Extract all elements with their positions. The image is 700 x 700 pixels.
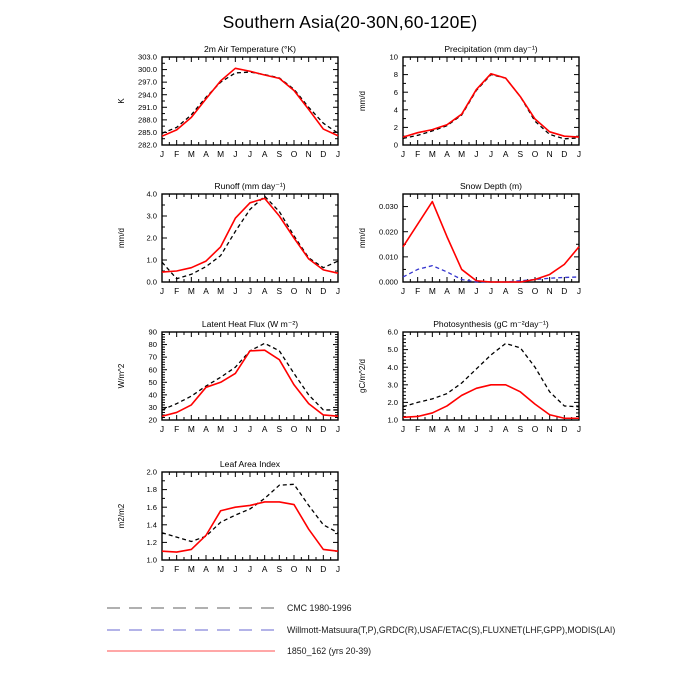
series-line-model xyxy=(403,385,579,418)
series-line-obs xyxy=(162,196,338,279)
x-tick-label: A xyxy=(444,286,450,296)
chart-precipitation xyxy=(358,44,581,159)
chart-photosynthesis xyxy=(358,319,581,434)
axis-title: Snow Depth (m) xyxy=(459,181,523,191)
x-tick-label: N xyxy=(546,149,553,159)
x-tick-label: D xyxy=(320,424,327,434)
axis-box xyxy=(403,332,579,420)
y-tick-label: 1.4 xyxy=(146,520,157,530)
series-line-model xyxy=(162,68,338,136)
x-tick-label: S xyxy=(276,286,283,296)
y-tick-label: 70 xyxy=(148,352,157,362)
series-line-model xyxy=(162,350,338,416)
x-tick-label: A xyxy=(203,286,209,296)
y-tick-label: 1.8 xyxy=(146,485,157,495)
legend-line-sample-solid-red xyxy=(105,647,277,655)
x-tick-label: M xyxy=(187,286,195,296)
y-tick-label: 1.0 xyxy=(387,415,398,425)
x-tick-label: F xyxy=(174,564,180,574)
y-axis-label: W/m^2 xyxy=(117,363,126,389)
y-tick-label: 2 xyxy=(393,123,398,132)
x-tick-label: A xyxy=(444,424,450,434)
x-tick-label: M xyxy=(458,424,466,434)
x-tick-label: A xyxy=(203,564,209,574)
legend-label: 1850_162 (yrs 20-39) xyxy=(287,646,372,656)
x-tick-label: J xyxy=(474,149,479,159)
legend-label: CMC 1980-1996 xyxy=(287,603,352,613)
y-tick-label: 6 xyxy=(393,87,398,97)
x-tick-label: N xyxy=(546,286,553,296)
x-tick-label: S xyxy=(517,424,524,434)
series-line-obs xyxy=(403,75,579,139)
x-tick-label: J xyxy=(159,564,165,574)
y-tick-label: 2.0 xyxy=(146,233,157,243)
y-tick-label: 10 xyxy=(389,52,398,62)
x-tick-label: A xyxy=(502,424,509,434)
x-tick-label: A xyxy=(502,286,509,296)
y-tick-label: 0.0 xyxy=(146,277,157,287)
x-tick-label: J xyxy=(400,286,406,296)
x-tick-label: O xyxy=(531,286,539,296)
x-tick-label: O xyxy=(290,149,298,159)
y-tick-label: 1.0 xyxy=(146,255,157,265)
series-line-obs xyxy=(403,343,579,406)
x-tick-label: O xyxy=(290,424,298,434)
x-tick-label: J xyxy=(576,149,582,159)
legend-item-model-run xyxy=(105,646,371,656)
x-tick-label: S xyxy=(517,286,524,296)
x-tick-label: J xyxy=(247,424,253,434)
chart-latent-heat-flux xyxy=(117,319,340,434)
y-tick-label: 4 xyxy=(393,105,398,115)
y-tick-label: 80 xyxy=(148,340,157,350)
y-tick-label: 294.0 xyxy=(137,90,157,100)
x-tick-label: D xyxy=(320,149,327,159)
x-tick-label: M xyxy=(187,149,195,159)
x-tick-label: D xyxy=(320,286,327,296)
x-tick-label: D xyxy=(561,286,568,296)
y-tick-label: 8 xyxy=(393,70,398,80)
x-tick-label: J xyxy=(233,149,238,159)
y-tick-label: 5.0 xyxy=(387,345,398,355)
x-tick-label: F xyxy=(415,286,421,296)
x-tick-label: A xyxy=(203,424,209,434)
y-tick-label: 300.0 xyxy=(137,65,157,75)
x-tick-label: M xyxy=(428,424,436,434)
series-line-model xyxy=(403,202,579,282)
legend-item-observations xyxy=(105,625,615,635)
x-tick-label: J xyxy=(159,286,165,296)
x-tick-label: N xyxy=(305,286,312,296)
y-tick-label: 297.0 xyxy=(137,77,157,87)
x-tick-label: J xyxy=(233,286,238,296)
x-tick-label: F xyxy=(415,424,421,434)
x-tick-label: M xyxy=(428,149,436,159)
x-tick-label: J xyxy=(247,149,253,159)
x-tick-label: J xyxy=(335,424,341,434)
y-tick-label: 50 xyxy=(148,377,157,387)
x-tick-label: M xyxy=(217,286,225,296)
x-tick-label: D xyxy=(561,149,568,159)
axis-ticks xyxy=(162,472,338,560)
y-tick-label: 4.0 xyxy=(387,362,398,372)
x-tick-label: M xyxy=(458,149,466,159)
y-tick-label: 1.2 xyxy=(146,538,157,547)
axis-title: 2m Air Temperature (°K) xyxy=(203,44,297,54)
y-tick-label: 0.010 xyxy=(378,252,398,262)
y-tick-label: 1.6 xyxy=(146,502,157,512)
y-tick-label: 2.0 xyxy=(387,398,398,407)
y-tick-label: 6.0 xyxy=(387,327,398,337)
x-tick-label: J xyxy=(474,424,479,434)
x-tick-label: M xyxy=(187,424,195,434)
y-tick-label: 291.0 xyxy=(137,102,157,112)
x-tick-label: J xyxy=(400,424,406,434)
x-tick-label: J xyxy=(400,149,406,159)
x-tick-label: O xyxy=(290,564,298,574)
axis-box xyxy=(162,57,338,145)
x-tick-label: J xyxy=(233,564,238,574)
y-tick-label: 303.0 xyxy=(137,52,157,62)
x-tick-label: N xyxy=(546,424,553,434)
y-tick-label: 3.0 xyxy=(146,211,157,221)
axis-ticks xyxy=(403,332,579,420)
x-tick-label: J xyxy=(576,286,582,296)
y-axis-label: mm/d xyxy=(358,91,367,111)
y-tick-label: 288.0 xyxy=(137,115,157,125)
x-tick-label: A xyxy=(502,149,509,159)
legend-item-cmc xyxy=(105,603,352,613)
x-tick-label: M xyxy=(187,564,195,574)
series-line-obs xyxy=(162,343,338,410)
y-tick-label: 2.0 xyxy=(146,467,157,477)
x-tick-label: J xyxy=(247,286,253,296)
x-tick-label: S xyxy=(276,564,283,574)
chart-leaf-area-index xyxy=(117,459,340,574)
x-tick-label: O xyxy=(290,286,298,296)
y-tick-label: 90 xyxy=(148,327,157,337)
x-tick-label: J xyxy=(335,564,341,574)
axis-ticks xyxy=(403,57,579,145)
x-tick-label: J xyxy=(233,424,238,434)
x-tick-label: S xyxy=(276,149,283,159)
x-tick-label: M xyxy=(217,564,225,574)
axis-title: Runoff (mm day⁻¹) xyxy=(214,181,286,191)
x-tick-label: J xyxy=(335,286,341,296)
series-line-model xyxy=(403,74,579,137)
x-tick-label: M xyxy=(217,424,225,434)
y-tick-label: 1.0 xyxy=(146,555,157,565)
x-tick-label: J xyxy=(488,149,494,159)
x-tick-label: O xyxy=(531,149,539,159)
axis-ticks xyxy=(162,57,338,145)
x-tick-label: J xyxy=(488,424,494,434)
x-tick-label: J xyxy=(335,149,341,159)
x-tick-label: A xyxy=(444,149,450,159)
y-tick-label: 285.0 xyxy=(137,128,157,138)
x-tick-label: O xyxy=(531,424,539,434)
y-tick-label: 4.0 xyxy=(146,189,157,199)
y-axis-label: mm/d xyxy=(117,228,126,248)
axis-title: Photosynthesis (gC m⁻²day⁻¹) xyxy=(433,319,549,329)
x-tick-label: S xyxy=(276,424,283,434)
x-tick-label: M xyxy=(217,149,225,159)
legend-label: Willmott-Matsuura(T,P),GRDC(R),USAF/ETAC(S),FLUXNET(LHF,GPP),MODIS(LAI) xyxy=(287,625,616,635)
y-tick-label: 0.030 xyxy=(378,202,398,212)
x-tick-label: N xyxy=(305,149,312,159)
axis-title: Leaf Area Index xyxy=(219,459,281,469)
y-axis-label: K xyxy=(117,98,126,104)
x-tick-label: A xyxy=(261,149,268,159)
x-tick-label: M xyxy=(428,286,436,296)
y-tick-label: 60 xyxy=(148,365,157,375)
x-tick-label: J xyxy=(159,424,165,434)
x-tick-label: N xyxy=(305,424,312,434)
y-tick-label: 0.020 xyxy=(378,227,398,237)
x-tick-label: A xyxy=(203,149,209,159)
x-tick-label: N xyxy=(305,564,312,574)
axis-title: Precipitation (mm day⁻¹) xyxy=(444,44,538,54)
y-tick-label: 282.0 xyxy=(137,140,157,150)
x-tick-label: A xyxy=(261,424,268,434)
y-tick-label: 0 xyxy=(393,140,398,150)
y-axis-label: mm/d xyxy=(358,228,367,248)
x-tick-label: F xyxy=(415,149,421,159)
x-tick-label: J xyxy=(474,286,479,296)
y-axis-label: gC/m^2/d xyxy=(358,359,367,393)
x-tick-label: F xyxy=(174,424,180,434)
x-tick-label: J xyxy=(488,286,494,296)
y-tick-label: 30 xyxy=(148,403,157,413)
axis-box xyxy=(403,57,579,145)
x-tick-label: A xyxy=(261,564,268,574)
x-tick-label: M xyxy=(458,286,466,296)
legend-line-sample-dashed-gray xyxy=(105,604,277,612)
y-axis-label: m2/m2 xyxy=(117,503,126,529)
y-tick-label: 3.0 xyxy=(387,380,398,390)
series-line-obs xyxy=(162,72,338,133)
y-tick-label: 20 xyxy=(148,415,157,425)
y-tick-label: 40 xyxy=(148,390,157,400)
chart-runoff xyxy=(117,181,340,296)
x-tick-label: S xyxy=(517,149,524,159)
x-tick-label: D xyxy=(561,424,568,434)
axis-box xyxy=(162,472,338,560)
x-tick-label: J xyxy=(159,149,165,159)
chart-air-temperature xyxy=(117,44,340,159)
x-tick-label: F xyxy=(174,286,180,296)
legend-line-sample-dashed-blue xyxy=(105,626,277,634)
x-tick-label: J xyxy=(576,424,582,434)
chart-snow-depth xyxy=(358,181,581,296)
y-tick-label: 0.000 xyxy=(378,277,398,287)
figure-title: Southern Asia(20-30N,60-120E) xyxy=(222,12,478,32)
x-tick-label: J xyxy=(247,564,253,574)
x-tick-label: A xyxy=(261,286,268,296)
x-tick-label: F xyxy=(174,149,180,159)
x-tick-label: D xyxy=(320,564,327,574)
axis-title: Latent Heat Flux (W m⁻²) xyxy=(201,319,299,329)
